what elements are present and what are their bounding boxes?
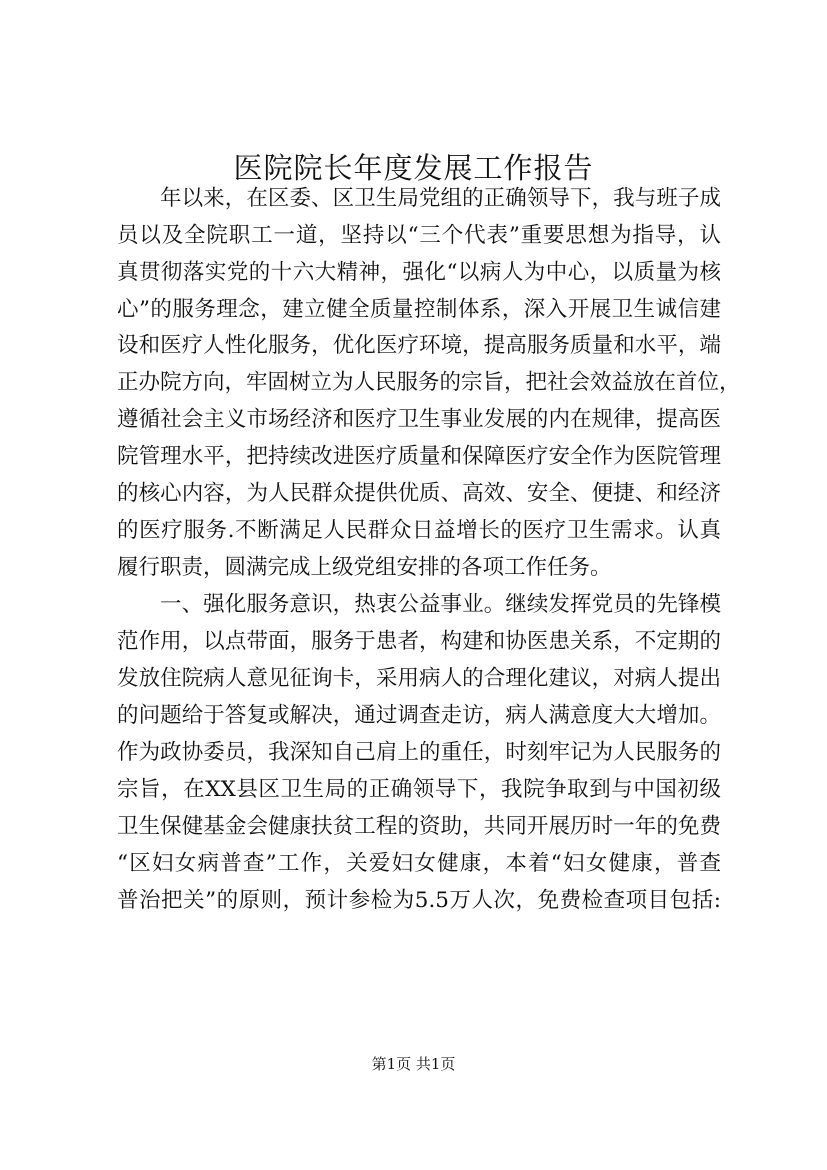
paragraph-line: “区妇女病普查”工作，关爱妇女健康，本着“妇女健康，普查 xyxy=(117,851,721,876)
paragraph-line: 的问题给于答复或解决，通过调查走访，病人满意度大大增加。 xyxy=(117,703,721,728)
paragraph-line: 普治把关”的原则，预计参检为5.5万人次，免费检查项目包括: xyxy=(117,888,721,913)
paragraph-line: 履行职责，圆满完成上级党组安排的各项工作任务。 xyxy=(117,555,612,580)
paragraph-line: 范作用，以点带面，服务于患者，构建和协医患关系，不定期的 xyxy=(117,629,721,654)
paragraph-line: 遵循社会主义市场经济和医疗卫生事业发展的内在规律，提高医 xyxy=(117,407,721,432)
paragraph-line: 宗旨，在XX县区卫生局的正确领导下，我院争取到与中国初级 xyxy=(117,777,721,802)
paragraph-line: 卫生保健基金会健康扶贫工程的资助，共同开展历时一年的免费 xyxy=(117,814,721,839)
paragraph-line: 作为政协委员，我深知自己肩上的重任，时刻牢记为人民服务的 xyxy=(117,740,721,765)
page-footer: 第1页 共1页 xyxy=(371,1055,456,1073)
paragraph-line: 真贯彻落实党的十六大精神，强化“以病人为中心，以质量为核 xyxy=(117,260,721,285)
paragraph-line: 的核心内容，为人民群众提供优质、高效、安全、便捷、和经济 xyxy=(117,481,721,506)
paragraph-line: 年以来，在区委、区卫生局党组的正确领导下，我与班子成 xyxy=(160,186,721,211)
document-title: 医院院长年度发展工作报告 xyxy=(233,151,594,185)
paragraph-line: 设和医疗人性化服务，优化医疗环境，提高服务质量和水平，端 xyxy=(117,333,721,358)
paragraph-line: 发放住院病人意见征询卡，采用病人的合理化建议，对病人提出 xyxy=(117,666,721,691)
paragraph-line: 员以及全院职工一道，坚持以“三个代表”重要思想为指导，认 xyxy=(117,223,721,248)
paragraph-line: 正办院方向，牢固树立为人民服务的宗旨，把社会效益放在首位， xyxy=(117,370,741,395)
paragraph-line: 的医疗服务.不断满足人民群众日益增长的医疗卫生需求。认真 xyxy=(117,518,721,543)
paragraph-line: 院管理水平，把持续改进医疗质量和保障医疗安全作为医院管理 xyxy=(117,444,721,469)
paragraph-line: 一、强化服务意识，热衷公益事业。继续发挥党员的先锋模 xyxy=(160,592,721,617)
paragraph-line: 心”的服务理念，建立健全质量控制体系，深入开展卫生诚信建 xyxy=(117,297,721,322)
